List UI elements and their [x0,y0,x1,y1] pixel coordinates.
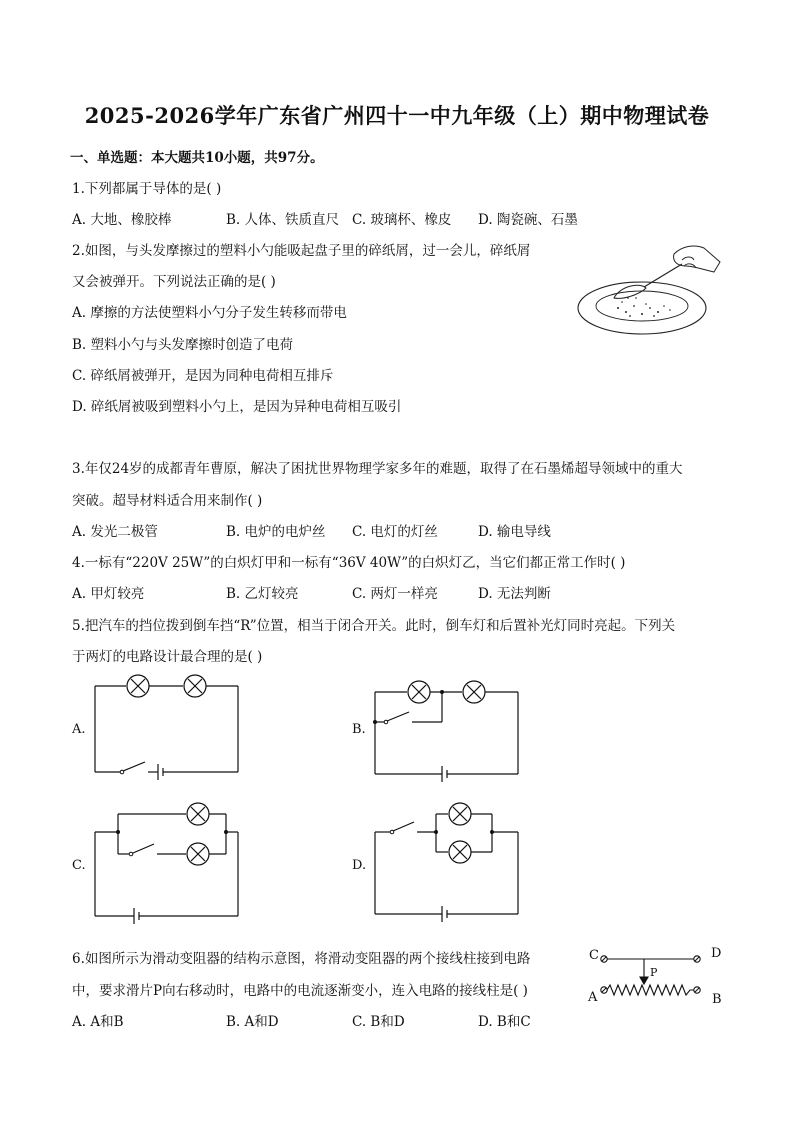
circuit-b-label[interactable]: B. [352,722,366,737]
circuit-d-diagram[interactable] [374,800,520,918]
question-5-stem-line-1: 5.把汽车的挡位拨到倒车挡“R”位置，相当于闭合开关。此时，倒车灯和后置补光灯同时亮起。下列关 [72,618,676,634]
question-2-stem-line-1: 2.如图，与头发摩擦过的塑料小勺能吸起盘子里的碎纸屑，过一会儿，碎纸屑 [72,243,531,259]
rheostat-label-d: D [711,946,722,961]
rheostat-label-b: B [712,992,722,1007]
circuit-a-label[interactable]: A. [72,722,86,737]
question-1-option-b[interactable]: B. 人体、铁质直尺 [226,212,340,228]
question-6-stem-line-2: 中，要求滑片P向右移动时，电路中的电流逐渐变小，连入电路的接线柱是( ) [72,983,528,999]
question-3-stem-line-2: 突破。超导材料适合用来制作( ) [72,493,263,509]
question-6-stem-line-1: 6.如图所示为滑动变阻器的结构示意图，将滑动变阻器的两个接线柱接到电路 [72,951,531,967]
question-6-option-d[interactable]: D. B和C [478,1014,531,1030]
question-3-option-c[interactable]: C. 电灯的灯丝 [352,524,438,540]
question-6-option-c[interactable]: C. B和D [352,1014,405,1030]
section-heading: 一、单选题：本大题共10小题，共97分。 [70,150,324,166]
question-4-option-d[interactable]: D. 无法判断 [478,586,551,602]
page-title: 2025-2026学年广东省广州四十一中九年级（上）期中物理试卷 [84,103,710,128]
question-1-option-c[interactable]: C. 玻璃杯、橡皮 [352,212,452,228]
question-3-option-b[interactable]: B. 电炉的电炉丝 [226,524,326,540]
circuit-c-label[interactable]: C. [72,858,86,873]
question-5-stem-line-2: 于两灯的电路设计最合理的是( ) [72,649,263,665]
question-4-option-a[interactable]: A. 甲灯较亮 [72,586,145,602]
rheostat-diagram [598,950,710,996]
circuit-b-diagram[interactable] [374,680,520,778]
question-1-option-a[interactable]: A. 大地、橡胶棒 [72,212,172,228]
question-1-stem: 1.下列都属于导体的是( ) [72,181,222,197]
question-4-stem: 4.一标有“220V 25W”的白炽灯甲和一标有“36V 40W”的白炽灯乙，当它们都正常工作时( ) [72,555,626,571]
question-2-option-a[interactable]: A. 摩擦的方法使塑料小勺分子发生转移而带电 [72,305,347,321]
question-3-stem-line-1: 3.年仅24岁的成都青年曹原，解决了困扰世界物理学家多年的难题，取得了在石墨烯超导领域中的重大 [72,461,683,477]
rheostat-label-c: C [589,948,599,963]
rheostat-label-a: A [588,990,598,1005]
circuit-a-diagram[interactable] [94,674,240,776]
question-1-option-d[interactable]: D. 陶瓷碗、石墨 [478,212,578,228]
question-2-option-c[interactable]: C. 碎纸屑被弹开，是因为同种电荷相互排斥 [72,368,334,384]
question-2-stem-line-2: 又会被弹开。下列说法正确的是( ) [72,274,276,290]
circuit-d-label[interactable]: D. [352,858,367,873]
spoon-plate-illustration [574,236,724,344]
question-4-option-c[interactable]: C. 两灯一样亮 [352,586,438,602]
question-6-option-b[interactable]: B. A和D [226,1014,279,1030]
question-4-option-b[interactable]: B. 乙灯较亮 [226,586,299,602]
circuit-c-diagram[interactable] [94,804,240,920]
rheostat-label-p: P [650,966,658,979]
question-2-option-b[interactable]: B. 塑料小勺与头发摩擦时创造了电荷 [72,337,294,353]
question-2-option-d[interactable]: D. 碎纸屑被吸到塑料小勺上，是因为异种电荷相互吸引 [72,399,402,415]
question-6-option-a[interactable]: A. A和B [72,1014,124,1030]
question-3-option-d[interactable]: D. 输电导线 [478,524,551,540]
question-3-option-a[interactable]: A. 发光二极管 [72,524,158,540]
